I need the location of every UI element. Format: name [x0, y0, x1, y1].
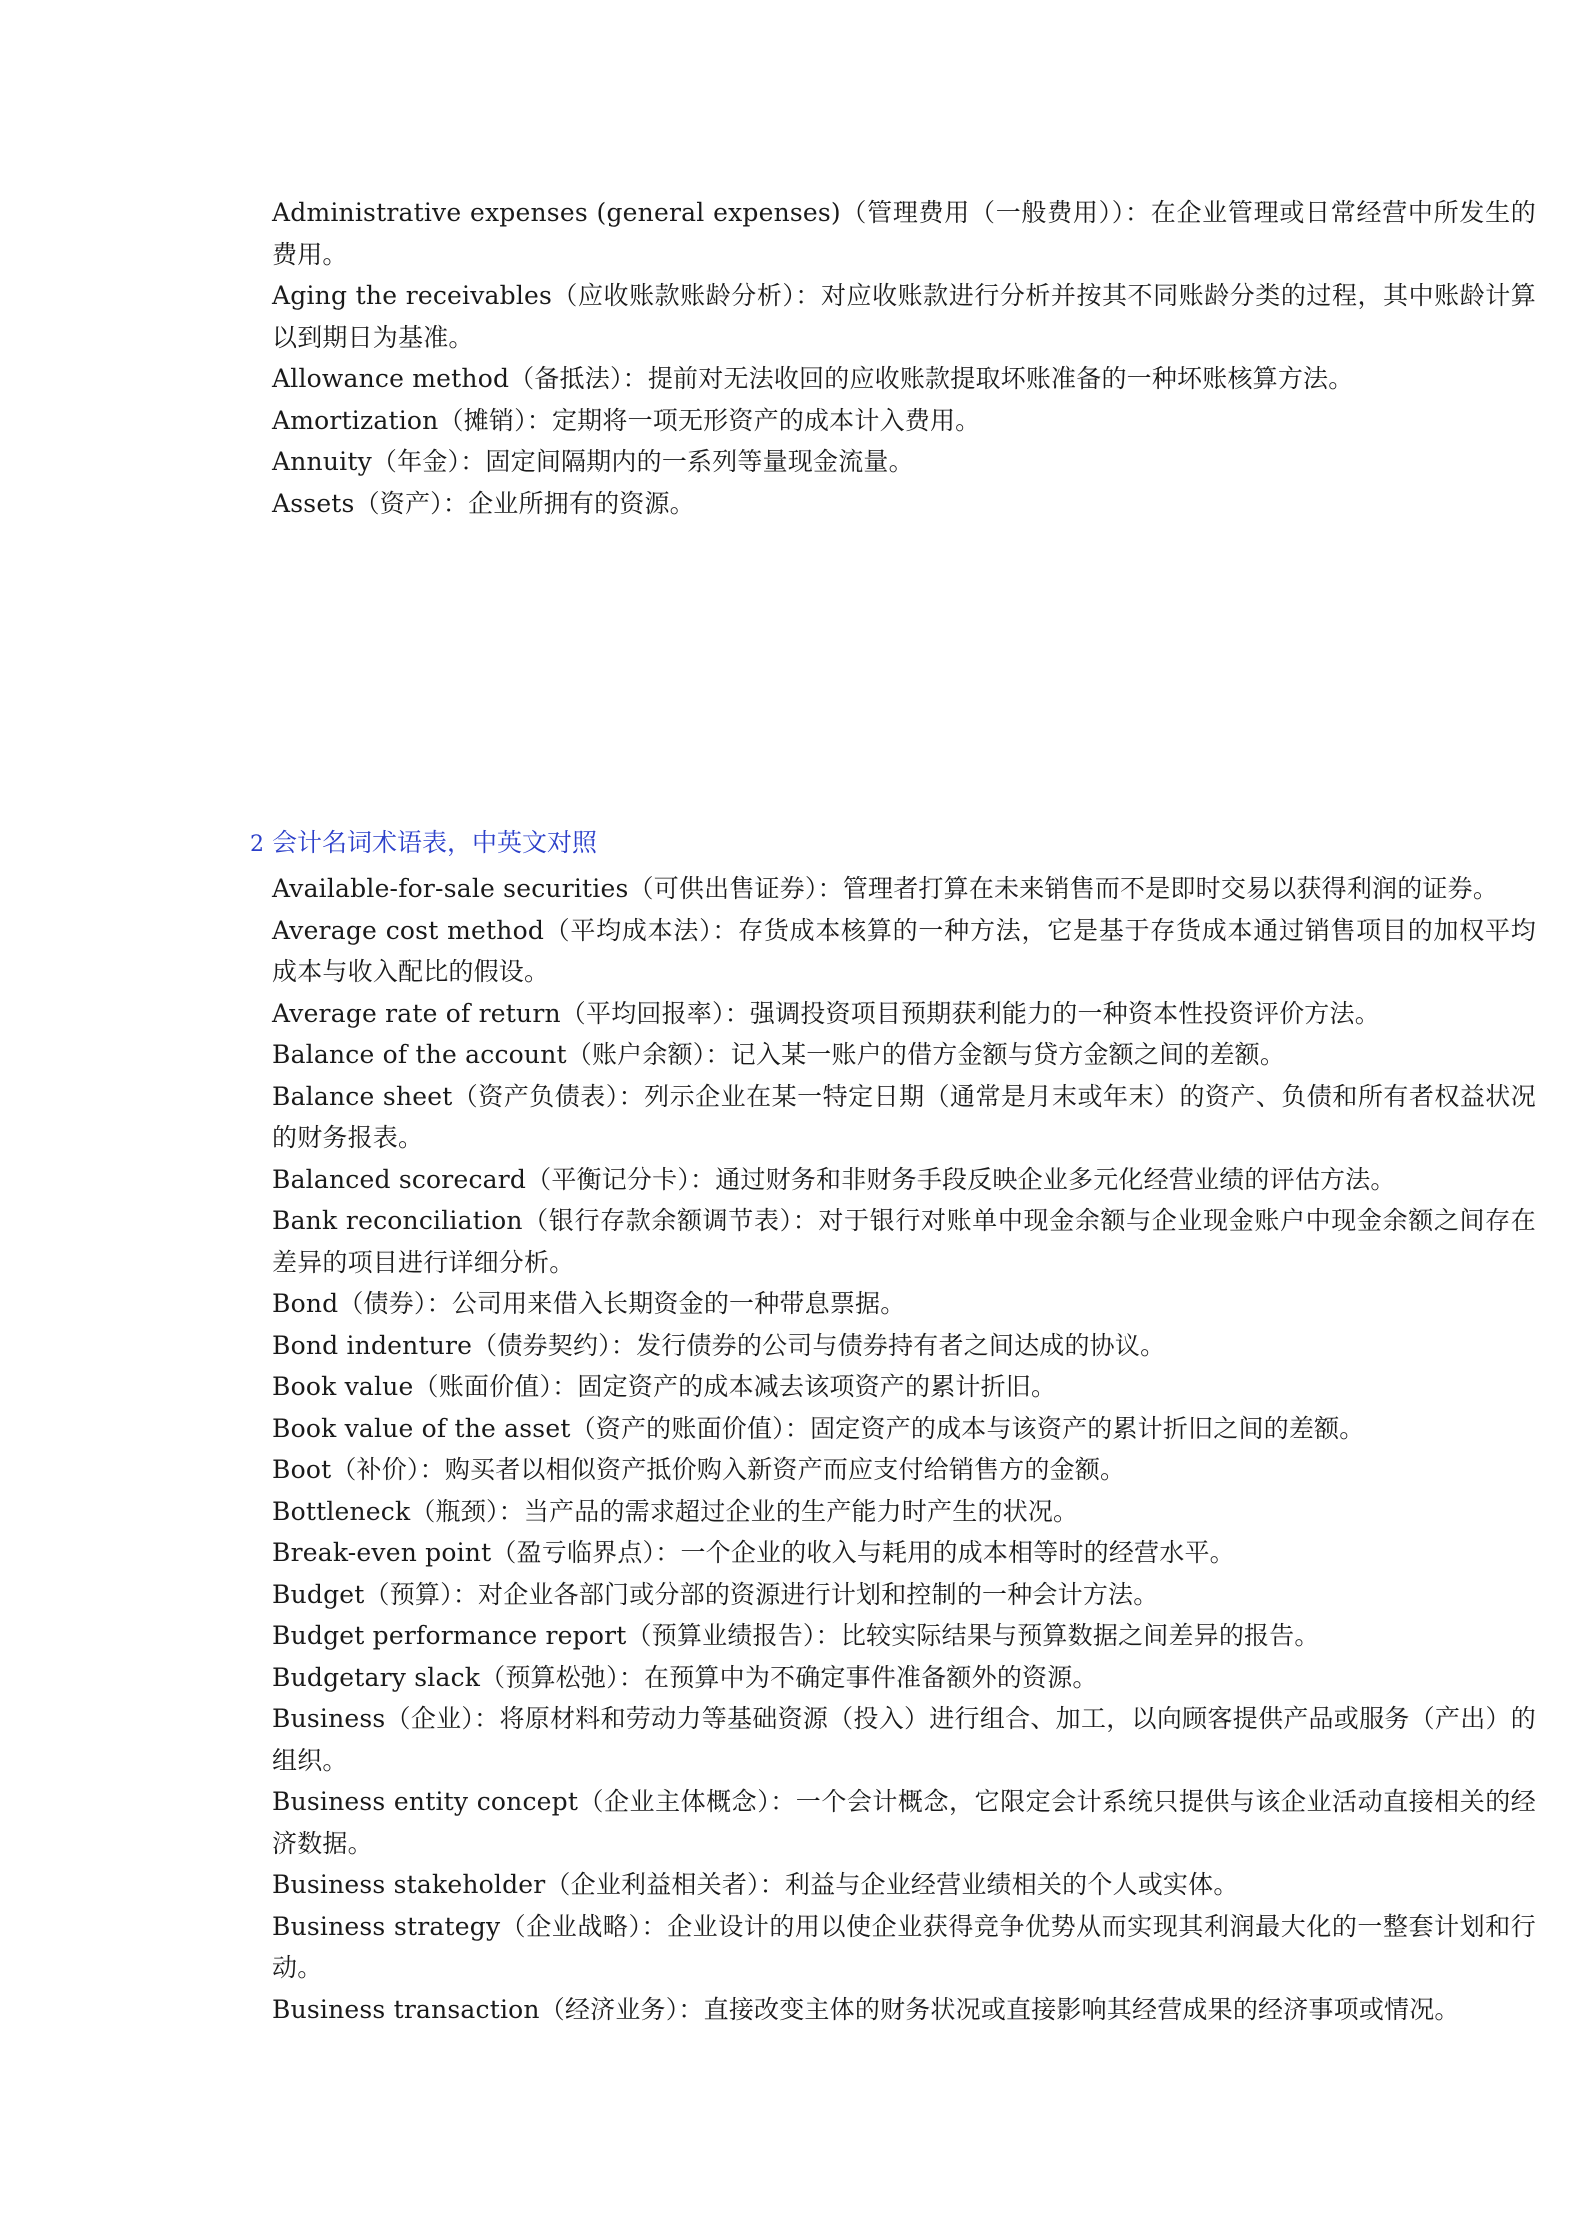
glossary-entry: Break-even point（盈亏临界点）：一个企业的收入与耗用的成本相等时的经营水平。: [272, 1538, 1235, 1567]
glossary-entry: Balance of the account（账户余额）：记入某一账户的借方金额与贷方金额之间的差额。: [272, 1040, 1286, 1069]
glossary-entry: Aging the receivables（应收账款账龄分析）：对应收账款进行分析并按其不同账龄分类的过程，其中账龄计算以到期日为基准。: [272, 281, 1536, 352]
glossary-entry: Business（企业）：将原材料和劳动力等基础资源（投入）进行组合、加工，以向顾客提供产品或服务（产出）的组织。: [272, 1704, 1536, 1775]
section-title: 会计名词术语表，中英文对照: [272, 828, 598, 857]
glossary-entry: Book value of the asset（资产的账面价值）：固定资产的成本与该资产的累计折旧之间的差额。: [272, 1413, 1365, 1443]
glossary-entry: Assets（资产）：企业所拥有的资源。: [272, 488, 695, 518]
glossary-entry: Balance sheet（资产负债表）：列示企业在某一特定日期（通常是月末或年末）的资产、负债和所有者权益状况的财务报表。: [272, 1081, 1536, 1152]
glossary-entry: Bond indenture（债券契约）：发行债券的公司与债券持有者之间达成的协议。: [272, 1330, 1166, 1360]
glossary-entry: Budget performance report（预算业绩报告）：比较实际结果与预算数据之间差异的报告。: [272, 1621, 1320, 1650]
glossary-entry: Bottleneck（瓶颈）：当产品的需求超过企业的生产能力时产生的状况。: [272, 1496, 1079, 1526]
glossary-entry: Amortization（摊销）：定期将一项无形资产的成本计入费用。: [272, 405, 981, 435]
glossary-entry: Budget（预算）：对企业各部门或分部的资源进行计划和控制的一种会计方法。: [272, 1579, 1159, 1609]
glossary-entry: Business transaction（经济业务）：直接改变主体的财务状况或直接影响其经营成果的经济事项或情况。: [272, 1994, 1460, 2024]
glossary-entry: Administrative expenses (general expenses)（管理费用（一般费用））：在企业管理或日常经营中所发生的费用。: [272, 198, 1536, 269]
glossary-entry: Book value（账面价值）：固定资产的成本减去该项资产的累计折旧。: [272, 1372, 1057, 1401]
glossary-list-bottom: [272, 868, 1536, 2030]
glossary-entry: Bank reconciliation（银行存款余额调节表）：对于银行对账单中现金余额与企业现金账户中现金余额之间存在差异的项目进行详细分析。: [272, 1206, 1536, 1277]
glossary-entry: Boot（补价）：购买者以相似资产抵价购入新资产而应支付给销售方的金额。: [272, 1455, 1126, 1484]
glossary-entry: Allowance method（备抵法）：提前对无法收回的应收账款提取坏账准备的一种坏账核算方法。: [272, 364, 1354, 393]
glossary-entry: Available-for-sale securities（可供出售证券）：管理者打算在未来销售而不是即时交易以获得利润的证券。: [272, 874, 1499, 903]
glossary-entry: Budgetary slack（预算松弛）：在预算中为不确定事件准备额外的资源。: [272, 1662, 1098, 1692]
glossary-list-top: [272, 192, 1536, 524]
section-number: 2: [250, 832, 264, 857]
glossary-entry: Average cost method（平均成本法）：存货成本核算的一种方法，它是基于存货成本通过销售项目的加权平均成本与收入配比的假设。: [272, 915, 1536, 986]
glossary-entry: Annuity（年金）：固定间隔期内的一系列等量现金流量。: [272, 447, 914, 476]
section-heading: [250, 822, 597, 866]
glossary-entry: Business strategy（企业战略）：企业设计的用以使企业获得竞争优势从而实现其利润最大化的一整套计划和行动。: [272, 1911, 1536, 1982]
glossary-entry: Average rate of return（平均回报率）：强调投资项目预期获利能力的一种资本性投资评价方法。: [272, 998, 1380, 1028]
glossary-entry: Balanced scorecard（平衡记分卡）：通过财务和非财务手段反映企业多元化经营业绩的评估方法。: [272, 1164, 1396, 1194]
glossary-entry: Business stakeholder（企业利益相关者）：利益与企业经营业绩相关的个人或实体。: [272, 1870, 1239, 1899]
glossary-entry: Business entity concept（企业主体概念）：一个会计概念，它限定会计系统只提供与该企业活动直接相关的经济数据。: [272, 1787, 1536, 1858]
glossary-entry: Bond（债券）：公司用来借入长期资金的一种带息票据。: [272, 1289, 906, 1318]
